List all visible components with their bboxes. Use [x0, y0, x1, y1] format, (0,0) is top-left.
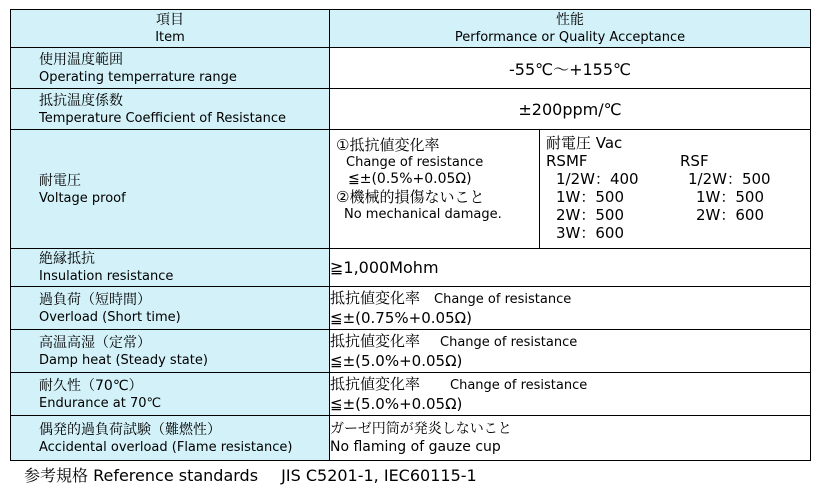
voltage-proof-cell: [330, 130, 811, 249]
row-value-cell: [330, 416, 811, 461]
row-value-jp: 抵抗値変化率: [330, 289, 421, 307]
voltage-value: 1W：500: [556, 188, 625, 206]
voltage-table: [540, 130, 810, 248]
header-performance-cell: [330, 10, 811, 48]
header-performance-en: Performance or Quality Acceptance: [454, 30, 686, 45]
row-value: ±200ppm/℃: [330, 89, 811, 130]
table-row: [11, 130, 811, 249]
row-label-en: Operating temperrature range: [39, 69, 237, 85]
voltage-value: 2W：600: [696, 206, 765, 224]
row-label-en: Temperature Coefficient of Resistance: [39, 110, 287, 126]
table-row: [11, 330, 811, 373]
reference-standards-value: JIS C5201-1, IEC60115-1: [281, 466, 477, 485]
header-performance-jp: 性能: [556, 12, 584, 28]
row-value-line2: ≦±(5.0%+0.05Ω): [330, 352, 463, 370]
row-label-cell: [11, 287, 330, 330]
voltage-col1-head: RSMF: [546, 152, 588, 170]
table-row: [11, 416, 811, 461]
table-row: [11, 287, 811, 330]
row-value-cell: [330, 373, 811, 416]
row-label-jp: 耐久性（70℃）: [39, 377, 143, 394]
row-label-jp: 偶発的過負荷試験（難燃性）: [39, 421, 221, 438]
header-item-en: Item: [155, 30, 185, 45]
row-label-en: Insulation resistance: [39, 269, 174, 284]
row-label-en: Damp heat (Steady state): [39, 352, 208, 368]
voltage-value: 1W：500: [696, 188, 765, 206]
criteria-2-jp: ②機械的損傷ないこと: [336, 188, 485, 206]
row-value-en: Change of resistance: [434, 292, 572, 307]
header-item-cell: [11, 10, 330, 48]
voltage-value: 1/2W：500: [688, 170, 771, 188]
reference-standards-label: 参考規格 Reference standards: [24, 466, 259, 485]
row-label-cell: [11, 249, 330, 287]
row-value-line1: [330, 332, 810, 352]
criteria-1-jp: ①抵抗値変化率: [336, 136, 440, 154]
voltage-col2-head: RSF: [680, 152, 709, 170]
row-value-line1: [330, 289, 810, 309]
row-label-cell: [11, 89, 330, 130]
row-label-jp: 高温高湿（定常）: [39, 334, 151, 351]
row-value-line1: [330, 375, 810, 395]
row-label-cell: [11, 330, 330, 373]
criteria-2-en: No mechanical damage.: [344, 207, 502, 222]
row-label-cell: [11, 130, 330, 249]
voltage-value: 2W：500: [556, 206, 625, 224]
row-value-jp: 抵抗値変化率: [330, 375, 421, 393]
row-label-cell: [11, 373, 330, 416]
row-label-en: Voltage proof: [39, 190, 126, 206]
table-row: [11, 89, 811, 130]
row-value-en: Change of resistance: [450, 378, 588, 393]
table-row: [11, 249, 811, 287]
row-value-en: Change of resistance: [440, 335, 578, 350]
row-value-cell: [330, 330, 811, 373]
reference-standards: [24, 463, 495, 486]
row-label-en: Endurance at 70℃: [39, 395, 162, 411]
row-label-jp: 使用温度範囲: [39, 51, 123, 68]
table-row: [11, 373, 811, 416]
header-item-jp: 項目: [156, 12, 184, 28]
row-label-jp: 絶縁抵抗: [39, 251, 95, 267]
row-label-jp: 耐電圧: [39, 172, 81, 189]
row-value-line2: ≦±(5.0%+0.05Ω): [330, 395, 463, 413]
row-label-en: Overload (Short time): [39, 309, 181, 325]
row-label-cell: [11, 48, 330, 89]
row-value-line2: No flaming of gauze cup: [330, 439, 501, 455]
voltage-title: 耐電圧 Vac: [546, 134, 623, 152]
criteria-1-en: Change of resistance: [346, 155, 484, 170]
criteria-1-value: ≦±(0.5%+0.05Ω): [348, 171, 472, 187]
table-row: [11, 48, 811, 89]
voltage-value: 3W：600: [556, 224, 625, 242]
spec-table: [10, 9, 811, 461]
header-row: [11, 10, 811, 48]
row-value-jp: 抵抗値変化率: [330, 332, 421, 350]
row-label-jp: 過負荷（短時間）: [39, 291, 151, 308]
row-label-cell: [11, 416, 330, 461]
voltage-value: 1/2W：400: [556, 170, 639, 188]
row-value: ≧1,000Mohm: [330, 249, 811, 287]
row-value-line1: ガーゼ円筒が発炎しないこと: [330, 421, 512, 437]
row-value: -55℃～+155℃: [330, 48, 811, 89]
row-label-en: Accidental overload (Flame resistance): [39, 439, 293, 455]
row-value-cell: [330, 287, 811, 330]
voltage-proof-criteria: [330, 130, 540, 248]
row-value-line2: ≦±(0.75%+0.05Ω): [330, 309, 472, 327]
row-label-jp: 抵抗温度係数: [39, 92, 123, 109]
